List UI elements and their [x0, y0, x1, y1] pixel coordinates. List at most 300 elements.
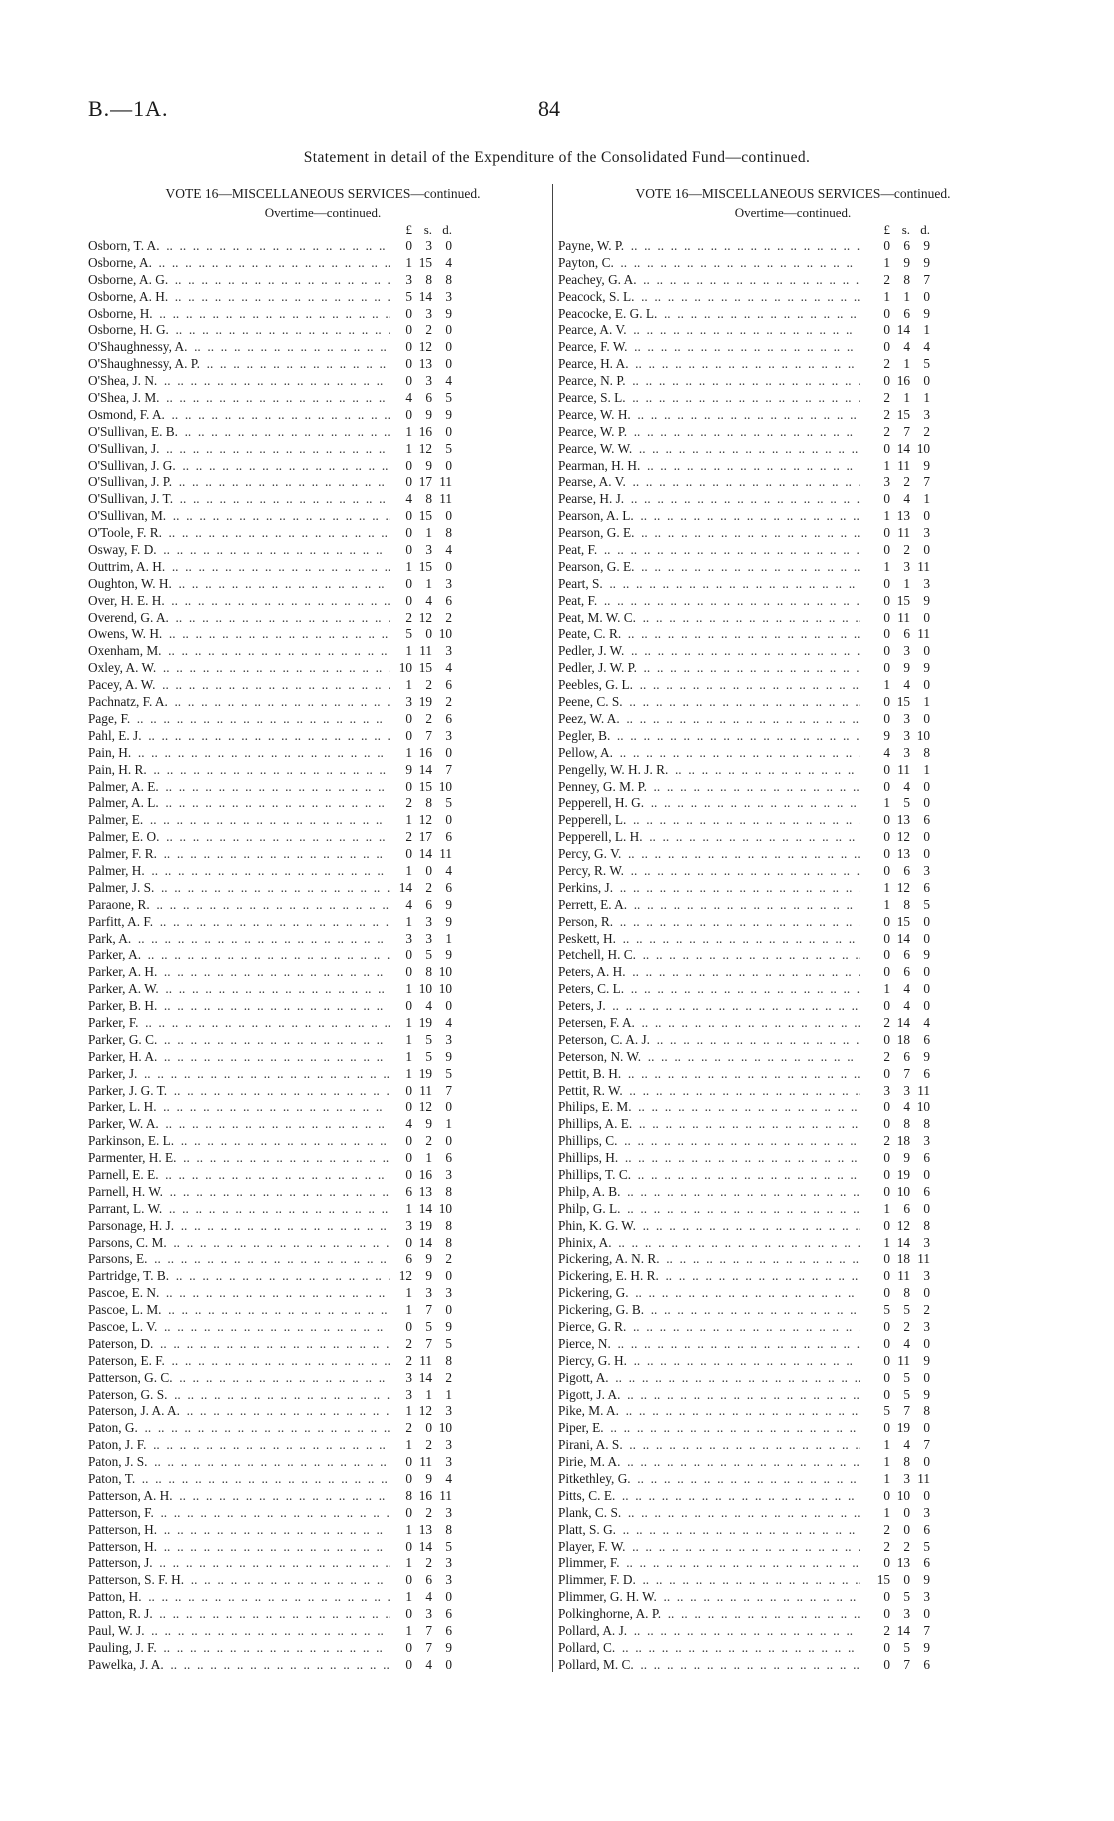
table-row — [88, 981, 558, 998]
table-row — [558, 1268, 1028, 1285]
table-row — [558, 1116, 1028, 1133]
pence-value: 10 — [438, 626, 452, 642]
shillings-value: 14 — [896, 322, 910, 338]
table-row — [88, 373, 558, 390]
currency-units — [88, 222, 558, 238]
payee-name: Parker, W. A. .. . — [88, 1116, 390, 1133]
pence-value: 3 — [445, 1031, 452, 1047]
shillings-value: 19 — [418, 1065, 432, 1081]
payee-name: Pain, H. .. . — [88, 745, 390, 762]
pence-value: 4 — [445, 373, 452, 389]
shillings-value: 11 — [897, 1352, 910, 1368]
payee-name: Osborne, A. H. .. . — [88, 289, 390, 306]
pounds-value: 0 — [883, 339, 890, 355]
table-row — [558, 1032, 1028, 1049]
shillings-value: 9 — [425, 1471, 432, 1487]
pounds-value: 1 — [405, 1048, 412, 1064]
table-row — [558, 1488, 1028, 1505]
table-row — [88, 238, 558, 255]
pence-value: 10 — [438, 981, 452, 997]
shillings-value: 5 — [903, 1639, 910, 1655]
shillings-value: 7 — [425, 1335, 432, 1351]
pence-value: 1 — [923, 390, 930, 406]
payee-name: Pearce, H. A. .. . — [558, 356, 860, 373]
shillings-value: 1 — [903, 288, 910, 304]
pence-value: 7 — [923, 1437, 930, 1453]
table-row — [88, 1370, 558, 1387]
pounds-value: 0 — [883, 373, 890, 389]
shillings-value: 12 — [896, 879, 910, 895]
table-row — [88, 441, 558, 458]
shillings-value: 6 — [903, 964, 910, 980]
pounds-value: 1 — [883, 1471, 890, 1487]
payee-name: Pearson, G. E. .. . — [558, 559, 860, 576]
table-row — [88, 1555, 558, 1572]
pence-value: 6 — [445, 1150, 452, 1166]
pence-value: 8 — [923, 1403, 930, 1419]
payee-name: Plank, C. S. .. . — [558, 1505, 860, 1522]
shillings-value: 0 — [425, 862, 432, 878]
shillings-value: 2 — [425, 677, 432, 693]
payee-name: Peat, M. W. C. .. . — [558, 610, 860, 627]
table-row — [88, 1150, 558, 1167]
pence-value: 4 — [445, 660, 452, 676]
table-row — [558, 1133, 1028, 1150]
payee-name: Parnell, H. W. .. . — [88, 1184, 390, 1201]
shillings-value: 2 — [425, 1504, 432, 1520]
payee-name: Paraone, R. .. . — [88, 897, 390, 914]
pounds-value: 0 — [405, 710, 412, 726]
shillings-value: 14 — [418, 288, 432, 304]
table-row — [88, 1167, 558, 1184]
shillings-value: 3 — [425, 930, 432, 946]
payee-name: Pachnatz, F. A. .. . — [88, 694, 390, 711]
pounds-unit: £ — [883, 222, 890, 237]
pounds-value: 0 — [405, 1133, 412, 1149]
pounds-value: 1 — [405, 1200, 412, 1216]
pence-value: 0 — [923, 1606, 930, 1622]
pence-value: 0 — [923, 609, 930, 625]
pounds-value: 2 — [883, 1623, 890, 1639]
table-row — [88, 525, 558, 542]
pounds-value: 0 — [883, 964, 890, 980]
table-row — [88, 1268, 558, 1285]
pence-value: 7 — [923, 1623, 930, 1639]
table-row — [88, 424, 558, 441]
table-row — [558, 1336, 1028, 1353]
shillings-value: 2 — [425, 1133, 432, 1149]
shillings-value: 8 — [903, 271, 910, 287]
pounds-value: 1 — [405, 1031, 412, 1047]
payee-name: O'Sullivan, M. .. . — [88, 508, 390, 525]
pence-value: 4 — [923, 339, 930, 355]
payee-name: Parker, H. A. .. . — [88, 1049, 390, 1066]
pounds-value: 14 — [398, 879, 412, 895]
pence-value: 0 — [923, 930, 930, 946]
payee-name: Palmer, H. .. . — [88, 863, 390, 880]
pence-value: 5 — [923, 1538, 930, 1554]
pounds-value: 2 — [405, 609, 412, 625]
payee-name: Phillips, A. E. .. . — [558, 1116, 860, 1133]
shillings-value: 12 — [418, 812, 432, 828]
payee-name: O'Shea, J. N. .. . — [88, 373, 390, 390]
shillings-value: 13 — [896, 1555, 910, 1571]
shillings-value: 5 — [903, 795, 910, 811]
payee-name: Patton, H. .. . — [88, 1589, 390, 1606]
shillings-value: 11 — [419, 1454, 432, 1470]
pounds-value: 0 — [883, 1555, 890, 1571]
pounds-value: 3 — [405, 694, 412, 710]
pence-value: 0 — [923, 710, 930, 726]
pence-value: 0 — [445, 238, 452, 253]
pence-value: 0 — [923, 1487, 930, 1503]
table-row — [88, 1066, 558, 1083]
table-row — [88, 1032, 558, 1049]
shillings-value: 3 — [425, 913, 432, 929]
pounds-value: 1 — [883, 981, 890, 997]
shillings-value: 6 — [903, 1200, 910, 1216]
pounds-value: 0 — [405, 575, 412, 591]
table-row — [558, 373, 1028, 390]
pounds-value: 4 — [405, 491, 412, 507]
shillings-value: 2 — [903, 474, 910, 490]
shillings-value: 14 — [896, 440, 910, 456]
pounds-value: 12 — [398, 1268, 412, 1284]
shillings-value: 18 — [896, 1133, 910, 1149]
pence-value: 10 — [916, 727, 930, 743]
table-row — [88, 407, 558, 424]
payee-name: Parker, G. C. .. . — [88, 1032, 390, 1049]
pounds-value: 0 — [883, 491, 890, 507]
shillings-value: 15 — [896, 913, 910, 929]
table-row — [558, 610, 1028, 627]
shillings-value: 14 — [896, 1623, 910, 1639]
shillings-value: 17 — [418, 474, 432, 490]
pounds-value: 0 — [405, 1639, 412, 1655]
table-row — [88, 1454, 558, 1471]
shillings-value: 12 — [418, 1099, 432, 1115]
shillings-value: 9 — [425, 1251, 432, 1267]
pounds-value: 0 — [883, 710, 890, 726]
pence-value: 0 — [923, 795, 930, 811]
pounds-value: 1 — [405, 913, 412, 929]
pence-value: 3 — [445, 1555, 452, 1571]
pence-value: 3 — [445, 1504, 452, 1520]
payee-name: Oxley, A. W. .. . — [88, 660, 390, 677]
pounds-value: 0 — [883, 846, 890, 862]
table-row — [558, 779, 1028, 796]
pence-value: 6 — [923, 1031, 930, 1047]
payee-name: Paton, J. S. .. . — [88, 1454, 390, 1471]
payee-name: Pitkethley, G. .. . — [558, 1471, 860, 1488]
pounds-value: 0 — [405, 542, 412, 558]
table-row — [558, 474, 1028, 491]
table-row — [88, 1336, 558, 1353]
payee-name: Plimmer, F. D. .. . — [558, 1572, 860, 1589]
table-row — [558, 1370, 1028, 1387]
shillings-value: 14 — [896, 1234, 910, 1250]
table-row — [88, 880, 558, 897]
payee-name: Osborn, T. A. .. . — [88, 238, 390, 255]
table-row — [558, 931, 1028, 948]
payee-name: Pegler, B. .. . — [558, 728, 860, 745]
pounds-value: 0 — [883, 761, 890, 777]
payee-name: Phin, K. G. W. .. . — [558, 1218, 860, 1235]
pence-value: 0 — [923, 1200, 930, 1216]
payee-name: Person, R. .. . — [558, 914, 860, 931]
pounds-value: 15 — [876, 1572, 890, 1588]
table-row — [558, 947, 1028, 964]
table-row — [558, 1285, 1028, 1302]
table-row — [88, 694, 558, 711]
pence-value: 8 — [923, 744, 930, 760]
shillings-value: 18 — [896, 1031, 910, 1047]
pence-value: 3 — [445, 1454, 452, 1470]
shillings-value: 6 — [903, 305, 910, 321]
pence-value: 3 — [923, 406, 930, 422]
pounds-value: 0 — [883, 542, 890, 558]
payee-name: Pepperell, H. G. .. . — [558, 795, 860, 812]
pounds-value: 1 — [405, 812, 412, 828]
pence-value: 5 — [445, 390, 452, 406]
table-row — [558, 1167, 1028, 1184]
payee-name: Peate, C. R. .. . — [558, 626, 860, 643]
shillings-value: 3 — [903, 643, 910, 659]
pounds-value: 5 — [405, 626, 412, 642]
payee-name: Peart, S. .. . — [558, 576, 860, 593]
payee-name: Peat, F. .. . — [558, 542, 860, 559]
payee-name: Paton, G. .. . — [88, 1420, 390, 1437]
pounds-unit: £ — [405, 222, 412, 237]
payee-name: Percy, R. W. .. . — [558, 863, 860, 880]
payee-name: Overend, G. A. .. . — [88, 610, 390, 627]
table-row — [88, 1623, 558, 1640]
table-row — [558, 812, 1028, 829]
pence-value: 4 — [445, 862, 452, 878]
table-row — [558, 1589, 1028, 1606]
shillings-value: 5 — [903, 1302, 910, 1318]
statement-title: Statement in detail of the Expenditure of the Consolidated Fund—continued. — [303, 149, 811, 166]
shillings-value: 14 — [896, 930, 910, 946]
payee-name: Park, A. .. . — [88, 931, 390, 948]
payee-name: Peat, F. .. . — [558, 593, 860, 610]
payee-name: O'Sullivan, J. T. .. . — [88, 491, 390, 508]
payee-name: Peacocke, E. G. L. .. . — [558, 306, 860, 323]
shillings-value: 5 — [903, 1589, 910, 1605]
pence-value: 11 — [439, 491, 452, 507]
payee-name: Pike, M. A. .. . — [558, 1403, 860, 1420]
payee-name: Patterson, H. .. . — [88, 1539, 390, 1556]
shillings-value: 8 — [903, 1454, 910, 1470]
pounds-value: 0 — [883, 643, 890, 659]
shillings-value: 18 — [896, 1251, 910, 1267]
payee-name: Osborne, A. .. . — [88, 255, 390, 272]
table-row — [558, 1150, 1028, 1167]
payee-name: Philp, A. B. .. . — [558, 1184, 860, 1201]
shillings-value: 3 — [903, 1471, 910, 1487]
shillings-value: 3 — [903, 710, 910, 726]
table-row — [88, 863, 558, 880]
shillings-value: 7 — [903, 1403, 910, 1419]
shillings-value: 1 — [425, 525, 432, 541]
pounds-value: 0 — [405, 356, 412, 372]
pounds-value: 9 — [883, 727, 890, 743]
pounds-value: 0 — [883, 930, 890, 946]
table-row — [88, 1319, 558, 1336]
table-row — [88, 1049, 558, 1066]
pence-value: 9 — [923, 305, 930, 321]
pounds-value: 0 — [883, 1639, 890, 1655]
payee-name: Pellow, A. .. . — [558, 745, 860, 762]
payee-name: Patterson, F. .. . — [88, 1505, 390, 1522]
shillings-value: 3 — [425, 1285, 432, 1301]
table-row — [558, 1403, 1028, 1420]
payee-name: O'Shea, J. M. .. . — [88, 390, 390, 407]
pence-value: 6 — [445, 879, 452, 895]
pence-value: 6 — [445, 1623, 452, 1639]
pence-value: 2 — [923, 423, 930, 439]
table-row — [558, 897, 1028, 914]
payee-name: O'Shaughnessy, A. .. . — [88, 339, 390, 356]
pence-value: 9 — [923, 1639, 930, 1655]
shillings-value: 2 — [425, 710, 432, 726]
shillings-value: 1 — [903, 575, 910, 591]
pence-value: 0 — [923, 964, 930, 980]
shillings-value: 4 — [903, 677, 910, 693]
payee-name: O'Sullivan, J. P. .. . — [88, 474, 390, 491]
table-row — [558, 306, 1028, 323]
shillings-value: 14 — [418, 1200, 432, 1216]
pounds-value: 1 — [405, 643, 412, 659]
pounds-value: 0 — [883, 305, 890, 321]
table-row — [88, 1353, 558, 1370]
payee-name: Pedler, J. W. .. . — [558, 643, 860, 660]
payee-name: Parmenter, H. E. .. . — [88, 1150, 390, 1167]
shillings-value: 19 — [896, 1166, 910, 1182]
pounds-value: 1 — [405, 981, 412, 997]
shillings-value: 14 — [418, 1369, 432, 1385]
pence-value: 3 — [445, 1285, 452, 1301]
payee-name: Paterson, J. A. A. .. . — [88, 1403, 390, 1420]
pounds-value: 0 — [405, 1471, 412, 1487]
pence-value: 1 — [923, 761, 930, 777]
shillings-value: 16 — [418, 1487, 432, 1503]
payee-name: Pigott, A. .. . — [558, 1370, 860, 1387]
pence-value: 6 — [445, 710, 452, 726]
payee-name: Palmer, E. O. .. . — [88, 829, 390, 846]
pence-value: 4 — [923, 1014, 930, 1030]
pounds-value: 2 — [405, 1352, 412, 1368]
table-row — [88, 458, 558, 475]
payee-name: Pirani, A. S. .. . — [558, 1437, 860, 1454]
table-row — [558, 745, 1028, 762]
pounds-value: 1 — [883, 677, 890, 693]
pounds-value: 0 — [405, 406, 412, 422]
payee-name: Parker, A. W. .. . — [88, 981, 390, 998]
pounds-value: 2 — [883, 406, 890, 422]
shillings-value: 8 — [425, 491, 432, 507]
shillings-value: 4 — [903, 981, 910, 997]
shillings-value: 4 — [425, 592, 432, 608]
shillings-value: 15 — [896, 694, 910, 710]
pence-value: 8 — [445, 1352, 452, 1368]
shillings-value: 1 — [903, 356, 910, 372]
shillings-value: 13 — [418, 1183, 432, 1199]
pounds-value: 6 — [405, 1251, 412, 1267]
table-row — [88, 829, 558, 846]
table-row — [558, 458, 1028, 475]
pounds-value: 1 — [405, 254, 412, 270]
pounds-value: 0 — [883, 1420, 890, 1436]
pounds-value: 0 — [883, 1150, 890, 1166]
table-row — [558, 339, 1028, 356]
pounds-value: 0 — [405, 525, 412, 541]
pence-value: 8 — [923, 1116, 930, 1132]
table-row — [558, 1184, 1028, 1201]
pence-value: 4 — [445, 254, 452, 270]
pounds-value: 3 — [405, 1217, 412, 1233]
table-row — [558, 1522, 1028, 1539]
pence-value: 11 — [917, 558, 930, 574]
shillings-value: 8 — [425, 795, 432, 811]
column-divider — [552, 184, 553, 1672]
shillings-value: 13 — [896, 812, 910, 828]
table-row — [88, 914, 558, 931]
pounds-value: 1 — [405, 1302, 412, 1318]
payee-name: Payne, W. P. .. . — [558, 238, 860, 255]
table-row — [558, 576, 1028, 593]
shillings-value: 6 — [903, 626, 910, 642]
payee-name: Parsons, C. M. .. . — [88, 1235, 390, 1252]
payee-name: Petersen, F. A. .. . — [558, 1015, 860, 1032]
table-row — [558, 1099, 1028, 1116]
shillings-value: 2 — [425, 879, 432, 895]
table-row — [88, 998, 558, 1015]
shillings-value: 8 — [425, 964, 432, 980]
table-row — [88, 1488, 558, 1505]
pounds-value: 2 — [883, 1538, 890, 1554]
table-row — [558, 1015, 1028, 1032]
pounds-value: 0 — [883, 778, 890, 794]
pounds-value: 0 — [883, 1268, 890, 1284]
pounds-value: 0 — [405, 1538, 412, 1554]
pence-value: 9 — [923, 592, 930, 608]
shillings-value: 5 — [425, 1048, 432, 1064]
shillings-value: 5 — [425, 1319, 432, 1334]
payee-name: Parkinson, E. L. .. . — [88, 1133, 390, 1150]
shillings-value: 3 — [425, 542, 432, 558]
table-row — [88, 931, 558, 948]
payee-name: Perkins, J. .. . — [558, 880, 860, 897]
shillings-value: 10 — [418, 981, 432, 997]
pence-value: 0 — [445, 1589, 452, 1605]
table-row — [558, 762, 1028, 779]
table-row — [558, 1572, 1028, 1589]
table-row — [88, 1184, 558, 1201]
shillings-value: 9 — [903, 660, 910, 676]
pence-value: 0 — [445, 1302, 452, 1318]
pounds-value: 1 — [883, 795, 890, 811]
pence-value: 0 — [923, 998, 930, 1014]
shillings-value: 8 — [903, 1116, 910, 1132]
pence-value: 11 — [917, 626, 930, 642]
pence-value: 6 — [923, 1150, 930, 1166]
pence-value: 11 — [439, 474, 452, 490]
pence-value: 5 — [445, 795, 452, 811]
table-row — [558, 441, 1028, 458]
pence-value: 2 — [445, 1251, 452, 1267]
payee-name: Osborne, H. G. .. . — [88, 322, 390, 339]
